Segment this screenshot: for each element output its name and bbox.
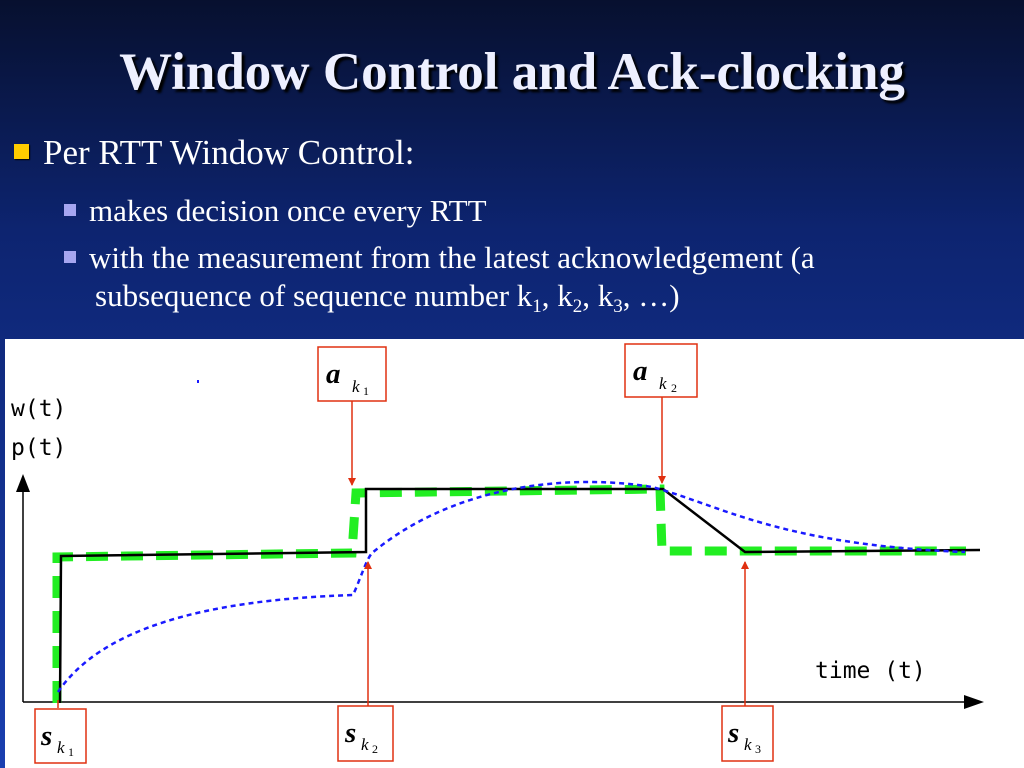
x-axis-arrow-icon xyxy=(964,695,984,709)
purple-square-bullet-icon xyxy=(64,251,76,263)
continuation-sep: , k xyxy=(582,278,614,313)
send-k3-label xyxy=(722,706,773,761)
bullet-per-rtt xyxy=(14,133,414,173)
sub-bullet-measurement xyxy=(64,239,815,277)
send-k2-label xyxy=(338,706,393,761)
purple-square-bullet-icon xyxy=(64,204,76,216)
subscript-2: 2 xyxy=(572,296,583,317)
y-axis-arrow-icon xyxy=(16,474,30,492)
svg-text:k: k xyxy=(361,735,369,754)
yellow-square-bullet-icon xyxy=(14,144,29,159)
svg-text:3: 3 xyxy=(755,742,761,756)
continuation-prefix: subsequence of sequence number k xyxy=(95,278,533,313)
sub-bullet-text: with the measurement from the latest acknowledgement (a xyxy=(89,240,815,275)
sub-bullet-decision xyxy=(64,192,487,230)
continuation-suffix: , …) xyxy=(622,278,680,313)
svg-text:2: 2 xyxy=(671,381,677,395)
subscript-3: 3 xyxy=(613,296,623,317)
window-ack-diagram xyxy=(5,339,1024,768)
svg-text:s: s xyxy=(41,720,53,752)
continuation-sep: , k xyxy=(541,278,573,313)
subscript-1: 1 xyxy=(532,296,542,317)
diagram-canvas xyxy=(5,339,1024,768)
x-axis-label: time (t) xyxy=(815,658,926,684)
sub-bullet-text: makes decision once every RTT xyxy=(89,193,487,228)
svg-text:2: 2 xyxy=(372,742,378,756)
ack-k1-label xyxy=(318,347,386,401)
bullet-text: Per RTT Window Control: xyxy=(43,133,415,172)
svg-text:1: 1 xyxy=(68,745,74,759)
svg-text:k: k xyxy=(57,738,65,757)
svg-text:1: 1 xyxy=(363,384,369,398)
svg-text:a: a xyxy=(326,358,341,390)
svg-text:s: s xyxy=(728,717,740,749)
svg-text:k: k xyxy=(744,735,752,754)
sub-bullet-continuation xyxy=(95,278,680,318)
svg-text:s: s xyxy=(345,717,357,749)
slide-title: Window Control and Ack-clocking xyxy=(119,43,905,101)
svg-text:k: k xyxy=(352,377,360,396)
svg-text:k: k xyxy=(659,374,667,393)
ack-k2-label xyxy=(625,344,697,397)
y-axis-label-w: w(t) xyxy=(11,396,67,422)
svg-text:a: a xyxy=(633,355,648,387)
send-k1-label xyxy=(35,709,86,763)
y-axis-label-p: p(t) xyxy=(11,435,67,461)
